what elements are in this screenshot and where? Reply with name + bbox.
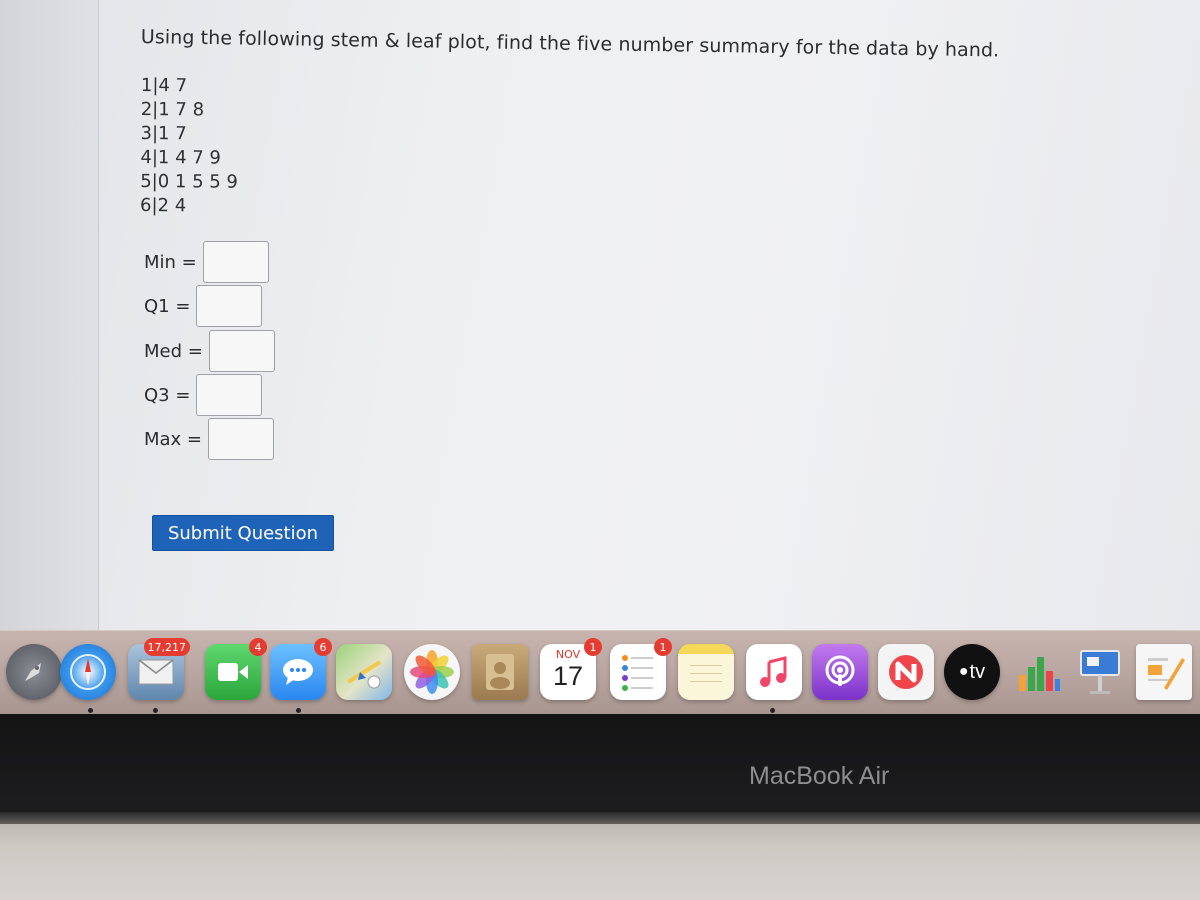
laptop-base bbox=[0, 824, 1200, 900]
keynote-icon[interactable] bbox=[1072, 644, 1128, 700]
pages-icon[interactable] bbox=[1136, 644, 1192, 700]
stem-leaf-row: 2|1 7 8 bbox=[140, 98, 205, 121]
min-input[interactable] bbox=[203, 241, 269, 283]
stem-leaf-plot bbox=[140, 74, 239, 219]
median-label: Med = bbox=[144, 340, 203, 362]
mail-icon[interactable] bbox=[128, 640, 186, 700]
mail-running-dot bbox=[153, 708, 158, 713]
apple-tv-label: tv bbox=[969, 660, 986, 683]
messages-icon[interactable] bbox=[270, 640, 327, 700]
notes-icon[interactable] bbox=[678, 644, 734, 700]
facetime-icon[interactable] bbox=[205, 640, 262, 700]
q1-row bbox=[144, 285, 262, 327]
safari-icon[interactable] bbox=[60, 644, 116, 700]
contacts-icon[interactable] bbox=[472, 644, 528, 700]
min-label: Min = bbox=[144, 251, 197, 273]
messages-running-dot bbox=[296, 708, 301, 713]
brand-label: MacBook Air bbox=[749, 762, 890, 790]
max-label: Max = bbox=[144, 428, 203, 450]
q3-row bbox=[144, 374, 262, 416]
max-row bbox=[144, 418, 274, 460]
apple-logo-icon: ● bbox=[958, 663, 969, 680]
photos-icon[interactable] bbox=[404, 644, 460, 700]
max-input[interactable] bbox=[208, 418, 274, 460]
stem-leaf-row: 5|0 1 5 5 9 bbox=[140, 170, 238, 193]
mail-badge: 17,217 bbox=[144, 638, 191, 656]
submit-question-button[interactable]: Submit Question bbox=[152, 515, 334, 551]
messages-badge: 6 bbox=[314, 638, 332, 656]
question-prompt: Using the following stem & leaf plot, find the five number summary for the data by hand. bbox=[140, 26, 1000, 62]
calendar-badge: 1 bbox=[584, 638, 602, 656]
apple-tv-icon[interactable] bbox=[944, 644, 1000, 700]
podcasts-icon[interactable] bbox=[812, 644, 868, 700]
launchpad-icon[interactable] bbox=[6, 644, 62, 700]
numbers-icon[interactable] bbox=[1010, 644, 1066, 700]
music-icon[interactable] bbox=[746, 644, 802, 700]
q1-input[interactable] bbox=[196, 285, 262, 327]
stem-leaf-row: 3|1 7 bbox=[140, 122, 187, 145]
q3-label: Q3 = bbox=[144, 384, 191, 406]
q3-input[interactable] bbox=[196, 374, 262, 416]
news-icon[interactable] bbox=[878, 644, 934, 700]
laptop-bezel bbox=[0, 714, 1200, 824]
window-left-edge bbox=[0, 0, 98, 632]
median-row bbox=[144, 330, 275, 372]
stem-leaf-row: 1|4 7 bbox=[140, 74, 188, 97]
maps-icon[interactable] bbox=[336, 644, 392, 700]
music-running-dot bbox=[770, 708, 775, 713]
reminders-icon[interactable] bbox=[610, 640, 667, 700]
calendar-month: NOV bbox=[555, 648, 581, 661]
calendar-icon[interactable] bbox=[540, 640, 597, 700]
median-input[interactable] bbox=[209, 330, 275, 372]
q1-label: Q1 = bbox=[144, 295, 191, 317]
safari-running-dot bbox=[88, 708, 93, 713]
stem-leaf-row: 4|1 4 7 9 bbox=[140, 146, 221, 169]
calendar-day: 17 bbox=[552, 661, 584, 691]
facetime-badge: 4 bbox=[249, 638, 267, 656]
reminders-badge: 1 bbox=[654, 638, 672, 656]
min-row bbox=[144, 241, 269, 283]
stem-leaf-row: 6|2 4 bbox=[140, 194, 187, 217]
